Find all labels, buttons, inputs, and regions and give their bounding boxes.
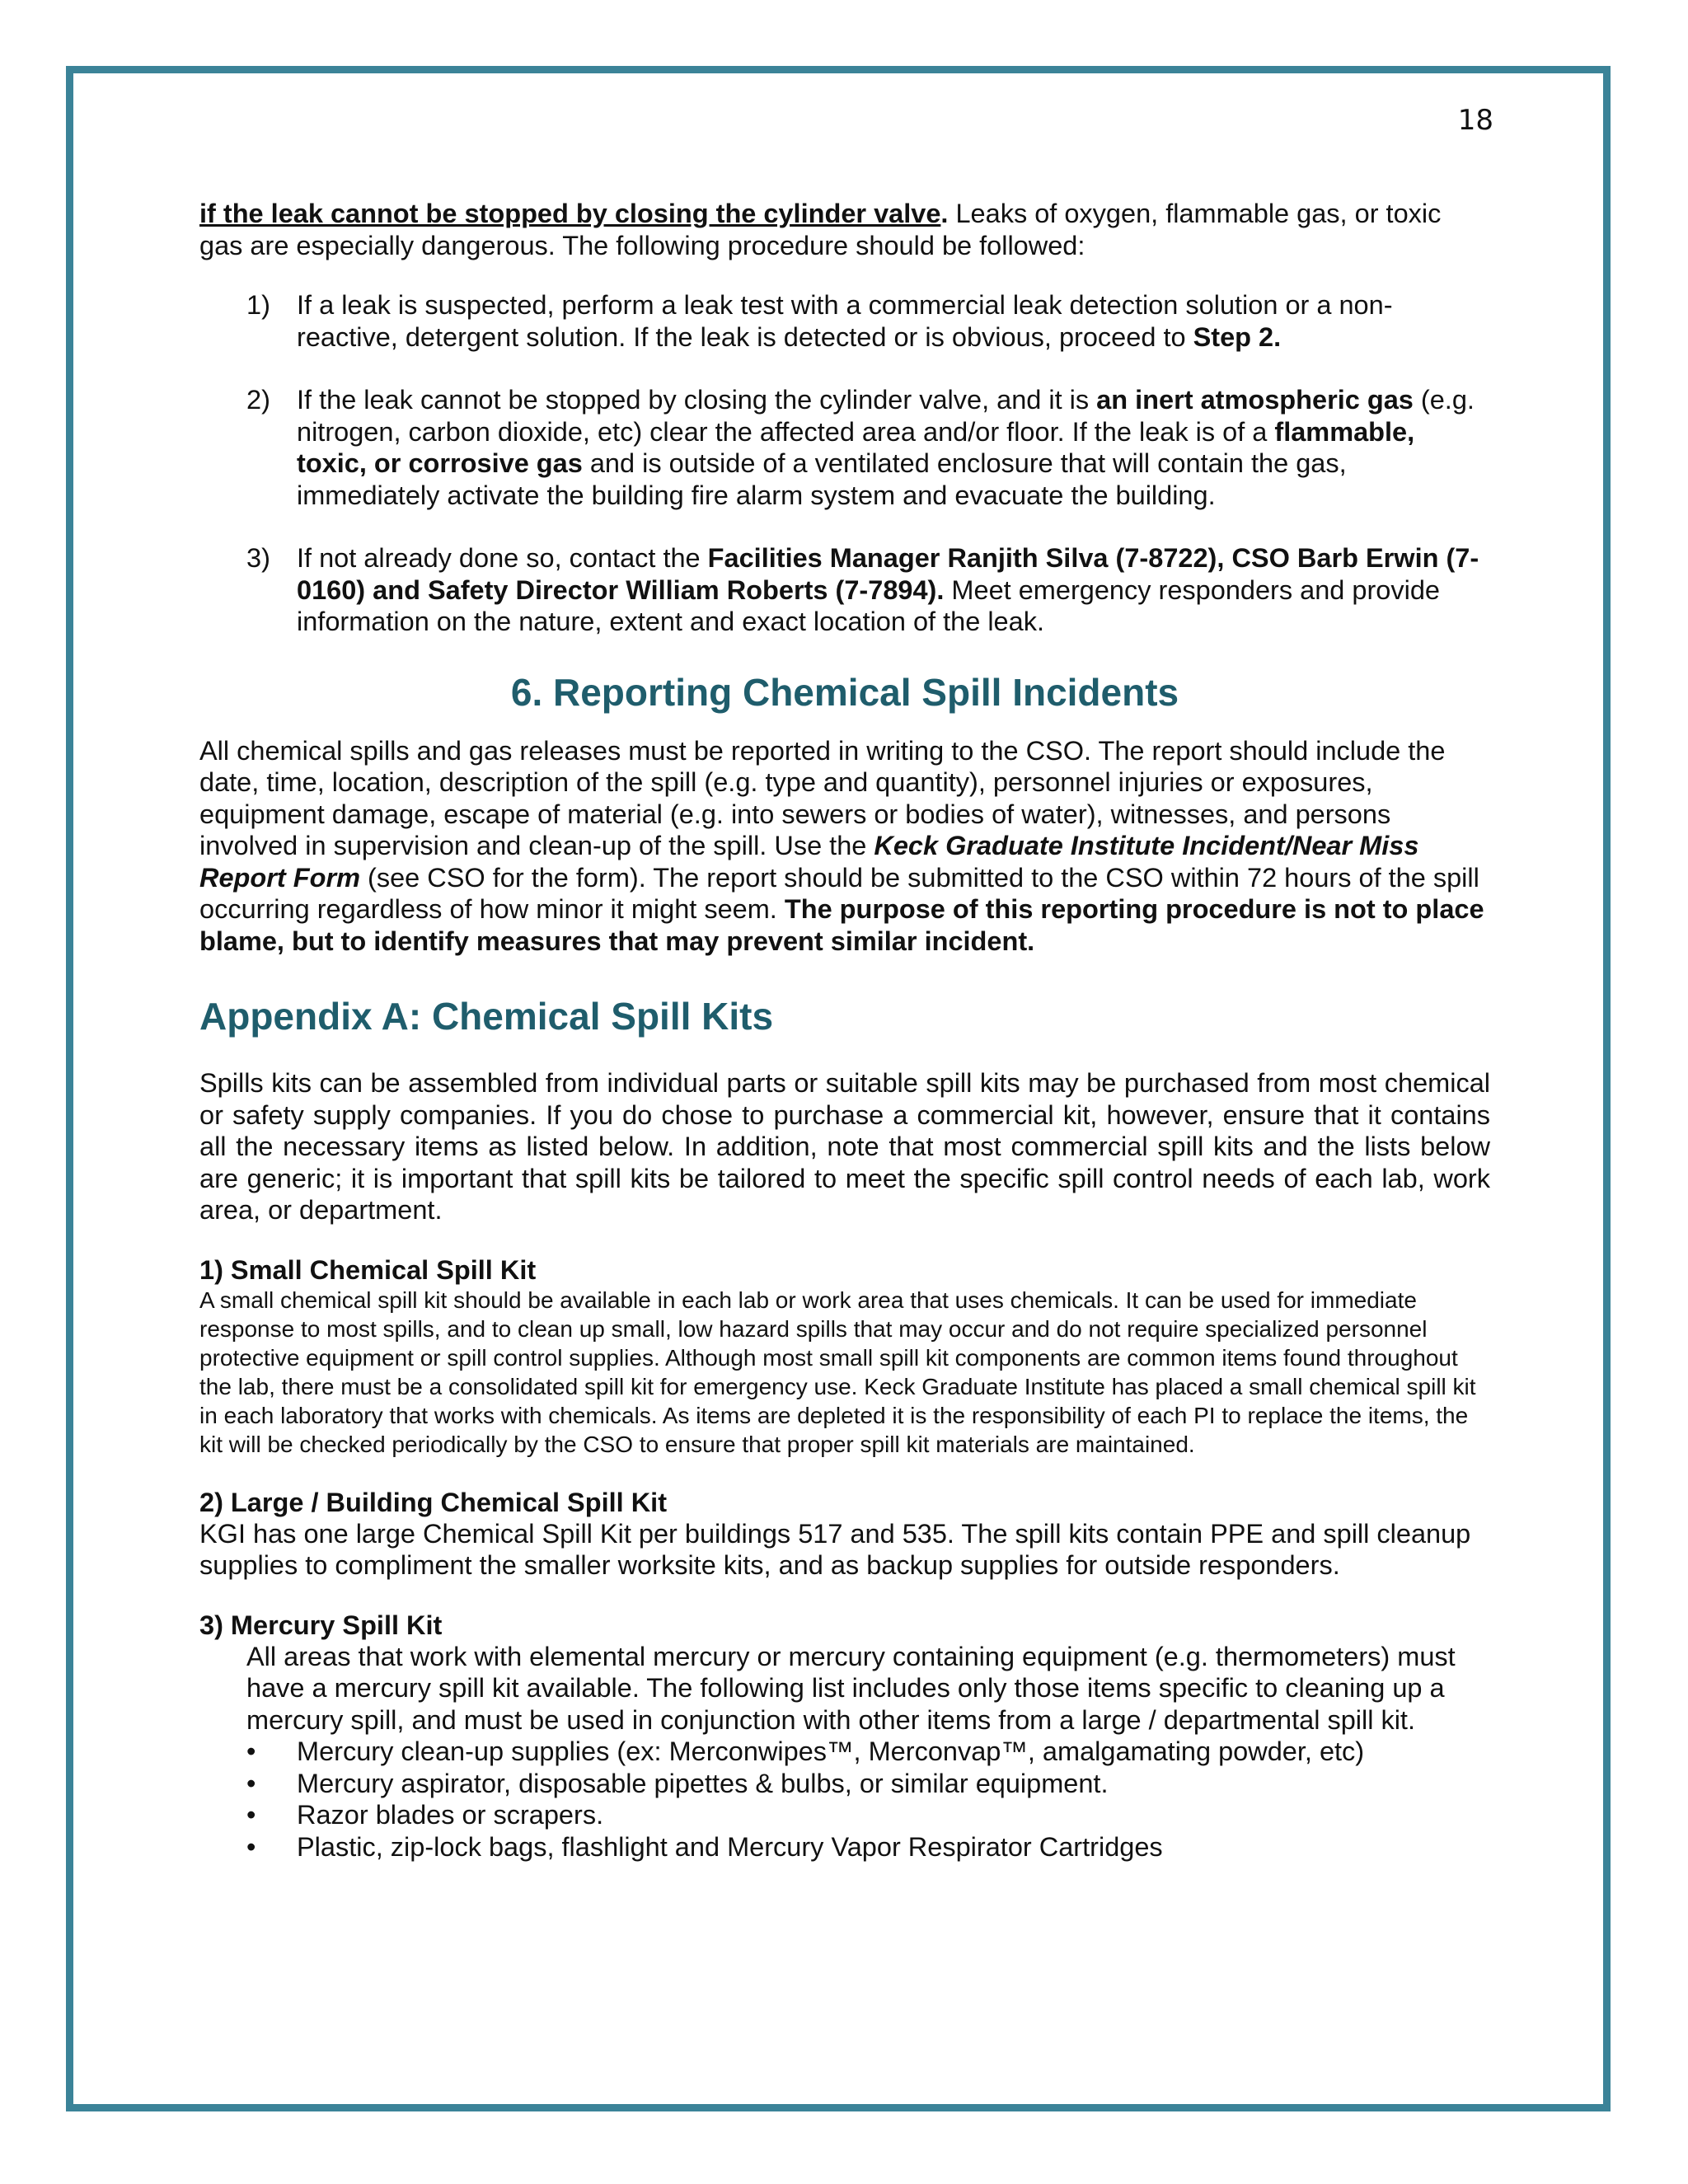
step-number: 1) [246,290,270,320]
list-item-text: Mercury aspirator, disposable pipettes & bulbs, or similar equipment. [297,1768,1109,1798]
step-text: If a leak is suspected, perform a leak test with a commercial leak detection solution or a non-reactive, detergent solution. If the leak is detected or is obvious, proceed to [297,290,1393,352]
appendix-title: Appendix A: Chemical Spill Kits [199,995,774,1038]
step-text: (e.g. nitrogen, carbon dioxide, etc) clear the affected area and/or floor. If the leak is of a [297,385,1475,447]
appendix-intro: Spills kits can be assembled from individual parts or suitable spill kits may be purchased from most chemical or safety supply companies. If you do chose to purchase a commercial kit, however, ensure that it contains all the necessary items as listed below. In addition, note that most commercial spill kits and the lists below are generic; it is important that spill kits be tailored to meet the specific spill control needs of each lab, work area, or department. [199,1068,1490,1225]
step-2 [199,384,1490,511]
intro-text: Leaks of oxygen, flammable gas, or toxic gas are especially dangerous. The following procedure should be followed: [199,199,1442,260]
section-6-title: 6. Reporting Chemical Spill Incidents [510,670,1179,714]
step-1 [199,289,1490,353]
bullet-icon: • [246,1768,256,1798]
kit-1-title: 1) Small Chemical Spill Kit [199,1254,537,1285]
kit-3-text: All areas that work with elemental mercury or mercury containing equipment (e.g. thermometers) must have a mercury spill kit available. The following list includes only those items specific to cleaning up a mercury spill, and must be used in conjunction with other items from a large / departmental spill kit. [246,1641,1456,1735]
kit-3-title: 3) Mercury Spill Kit [199,1610,443,1640]
intro-paragraph [199,198,1490,261]
section-6-text: (see CSO for the form). The report should be submitted to the CSO within 72 hours of the spill occurring regardless of how minor it might seem. [199,862,1479,924]
kit-2-title: 2) Large / Building Chemical Spill Kit [199,1487,668,1517]
step-text: Meet emergency responders and provide information on the nature, extent and exact location of the leak. [297,574,1440,636]
step-bold: Step 2. [1193,321,1282,352]
leak-procedure-steps [199,289,1490,638]
list-item-text: Plastic, zip-lock bags, flashlight and Mercury Vapor Respirator Cartridges [297,1831,1163,1862]
list-item [246,1799,1490,1831]
bullet-icon: • [246,1800,256,1830]
intro-lead-period: . [940,199,949,228]
section-6-text: All chemical spills and gas releases must be reported in writing to the CSO. The report should include the date, time, location, description of the spill (e.g. type and quantity), personnel injuries or exposures, equipment damage, escape of material (e.g. into sewers or bodies of water), witnesses, and persons involved in supervision and clean-up of the spill. Use the [199,735,1446,860]
mercury-kit-items [199,1736,1490,1863]
list-item-text: Razor blades or scrapers. [297,1800,604,1830]
step-text: If not already done so, contact the [297,543,708,573]
purpose-statement: The purpose of this reporting procedure is not to place blame, but to identify measures that may prevent similar incident. [199,894,1484,956]
section-6-paragraph [199,735,1490,958]
step-3 [199,542,1490,638]
kit-1-text: A small chemical spill kit should be available in each lab or work area that uses chemicals. It can be used for immediate response to most spills, and to clean up small, low hazard spills that may occur and do not require specialized personnel protective equipment or spill control supplies. Although most small spill kit components are common items found throughout the lab, there must be a consolidated spill kit for emergency use. Keck Graduate Institute has placed a small chemical spill kit in each laboratory that works with chemicals. As items are depleted it is the responsibility of each PI to replace the items, the kit will be checked periodically by the CSO to ensure that proper spill kit materials are maintained. [199,1286,1476,1457]
bullet-icon: • [246,1831,256,1862]
step-text: and is outside of a ventilated enclosure that will contain the gas, immediately activate the building fire alarm system and evacuate the building. [297,448,1347,510]
page-content [199,198,1490,1863]
step-bold: an inert atmospheric gas [1096,385,1414,415]
list-item [246,1768,1490,1800]
step-text: If the leak cannot be stopped by closing the cylinder valve, and it is [297,385,1097,415]
intro-lead: if the leak cannot be stopped by closing the cylinder valve [199,199,941,228]
step-bold: flammable, toxic, or corrosive gas [297,416,1415,478]
step-number: 2) [246,385,270,415]
bullet-icon: • [246,1736,256,1766]
step-number: 3) [246,543,270,573]
list-item [246,1831,1490,1863]
list-item [246,1736,1490,1768]
report-form-name: Keck Graduate Institute Incident/Near Miss Report Form [199,831,1419,893]
page-number: 18 [1457,104,1493,137]
step-bold: Facilities Manager Ranjith Silva (7-8722), CSO Barb Erwin (7-0160) and Safety Director William Roberts (7-7894). [297,543,1479,605]
list-item-text: Mercury clean-up supplies (ex: Merconwipes™, Merconvap™, amalgamating powder, etc) [297,1736,1365,1766]
kit-2-text: KGI has one large Chemical Spill Kit per buildings 517 and 535. The spill kits contain PPE and spill cleanup supplies to compliment the smaller worksite kits, and as backup supplies for outside responders. [199,1518,1471,1580]
